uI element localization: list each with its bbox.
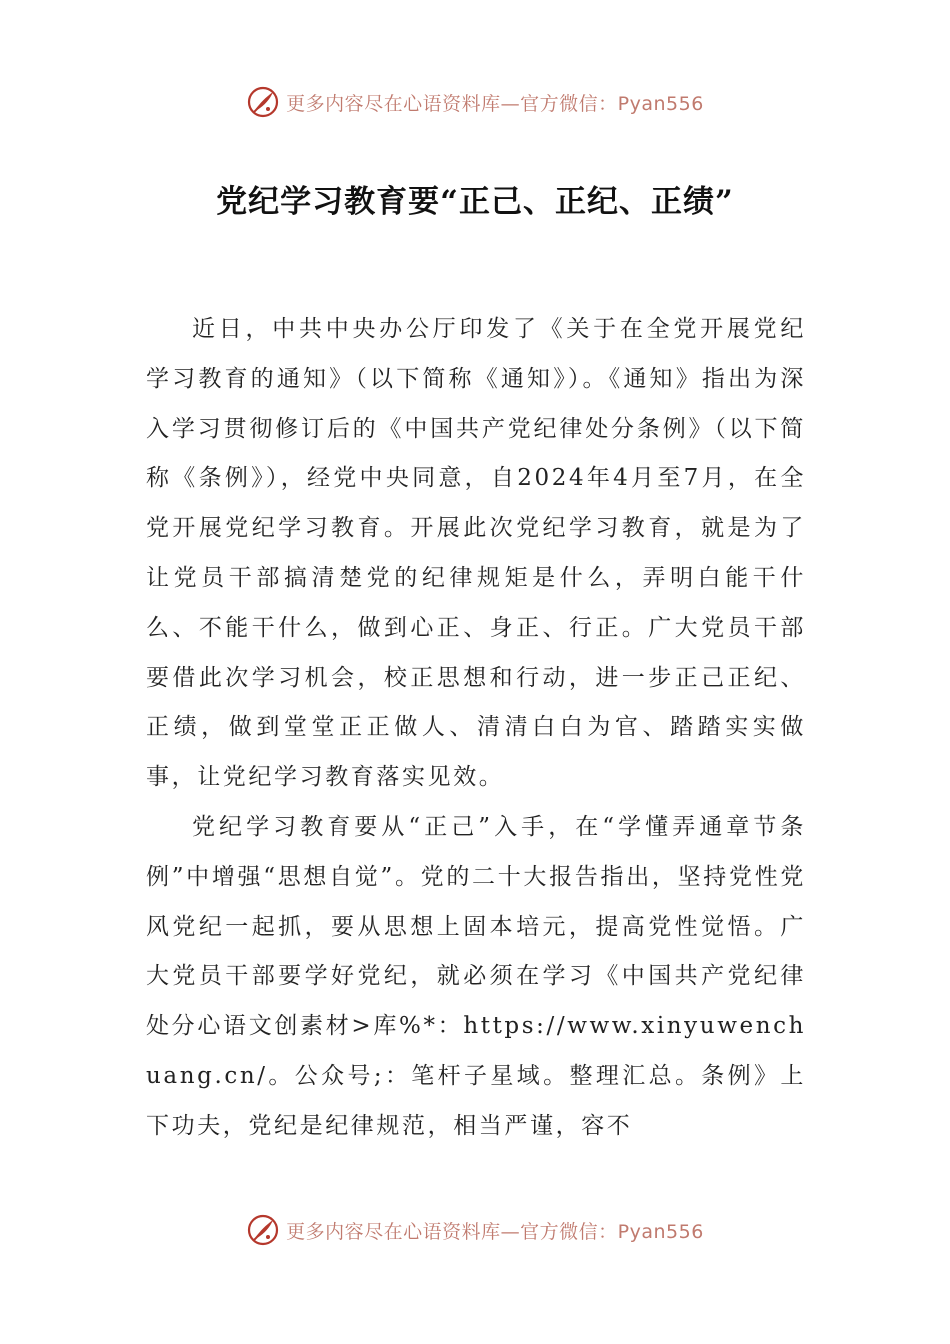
watermark-wechat-id: Pyan556 xyxy=(617,92,704,115)
quill-pen-logo-icon xyxy=(246,1213,280,1247)
footer-watermark xyxy=(0,1210,950,1250)
watermark-wechat-id: Pyan556 xyxy=(617,1220,704,1243)
document-title: 党纪学习教育要“正己、正纪、正绩” xyxy=(216,184,734,220)
watermark-text: 更多内容尽在心语资料库—官方微信：Pyan556 xyxy=(286,1220,704,1243)
watermark-text: 更多内容尽在心语资料库—官方微信：Pyan556 xyxy=(286,92,704,115)
quill-pen-logo-icon xyxy=(246,85,280,119)
header-watermark xyxy=(0,82,950,122)
document-body xyxy=(146,305,806,1152)
paragraph: 党纪学习教育要从“正己”入手，在“学懂弄通章节条例”中增强“思想自觉”。党的二十大报告指出，坚持党性党风党纪一起抓，要从思想上固本培元，提高党性觉悟。广大党员干部要学好党纪，就必须在学习《中国共产党纪律处分心语文创素材>库%*：https://www.xinyuwenchuang.cn/。公众号;：笔杆子星域。整理汇总。条例》上下功夫，党纪是纪律规范，相当严谨，容不 xyxy=(146,813,806,1139)
paragraph: 近日，中共中央办公厅印发了《关于在全党开展党纪学习教育的通知》（以下简称《通知》）。《通知》指出为深入学习贯彻修订后的《中国共产党纪律处分条例》（以下简称《条例》），经党中央同意，自2024年4月至7月，在全党开展党纪学习教育。开展此次党纪学习教育，就是为了让党员干部搞清楚党的纪律规矩是什么，弄明白能干什么、不能干什么，做到心正、身正、行正。广大党员干部要借此次学习机会，校正思想和行动，进一步正己正纪、正绩，做到堂堂正正做人、清清白白为官、踏踏实实做事，让党纪学习教育落实见效。 xyxy=(146,316,806,791)
